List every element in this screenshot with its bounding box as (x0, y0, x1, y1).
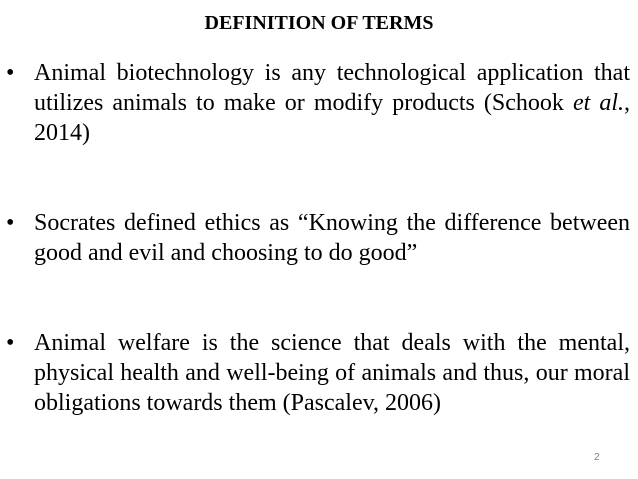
bullet-dot-icon: • (6, 210, 15, 236)
bullet-text: Socrates defined ethics as “Knowing the difference between good and evil and choosing to do good” (34, 210, 630, 266)
bullet-item-animal-biotechnology (6, 58, 630, 148)
bullet-text-italic: et al. (572, 90, 624, 116)
bullet-item-ethics (6, 208, 630, 268)
bullet-item-animal-welfare (6, 328, 630, 418)
page-number: 2 (594, 452, 600, 463)
bullet-text-tail: , 2014) (34, 90, 630, 146)
bullet-text: Animal biotechnology is any technological application that utilizes animals to make or modify products (Schook (34, 60, 630, 116)
bullet-list (6, 58, 630, 418)
bullet-text: Animal welfare is the science that deals with the mental, physical health and well-being of animals and thus, our moral obligations towards them (Pascalev, 2006) (34, 330, 630, 416)
bullet-dot-icon: • (6, 330, 15, 356)
slide-title: DEFINITION OF TERMS (204, 12, 434, 34)
bullet-dot-icon: • (6, 60, 15, 86)
